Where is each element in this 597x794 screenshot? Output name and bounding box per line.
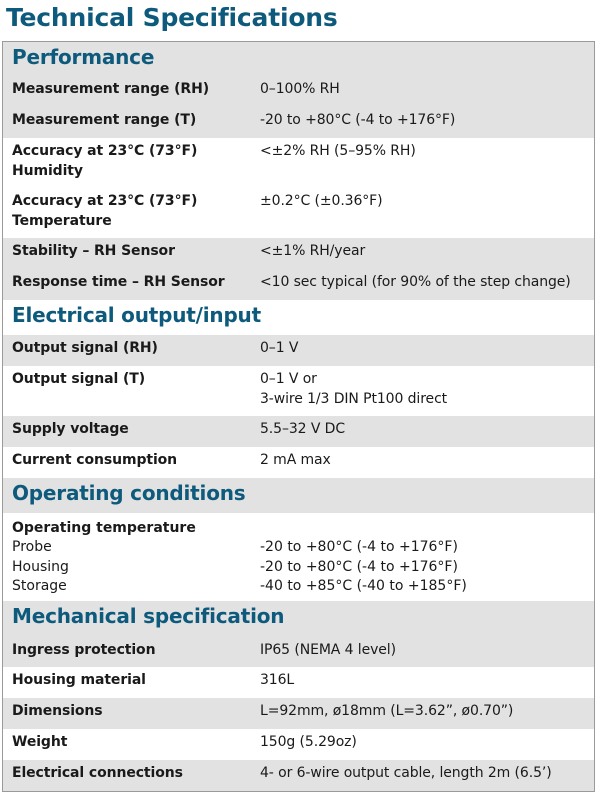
- section-title: Operating conditions: [12, 481, 246, 505]
- spec-row: [3, 760, 594, 791]
- spec-label: Output signal (RH): [12, 340, 158, 356]
- spec-label: Stability – RH Sensor: [12, 243, 175, 259]
- spec-label-line: Accuracy at 23°C (73°F): [12, 143, 198, 159]
- spec-sublabel: Housing: [12, 558, 69, 575]
- spec-value: 4- or 6-wire output cable, length 2m (6.5’): [260, 765, 552, 781]
- spec-label: Supply voltage: [12, 421, 129, 437]
- page-title: Technical Specifications: [6, 3, 338, 32]
- section-header-operating: [3, 478, 594, 513]
- spec-label: Measurement range (RH): [12, 81, 209, 97]
- section-header-performance: [3, 42, 594, 76]
- spec-label: Operating temperature: [12, 520, 196, 536]
- spec-row: [3, 729, 594, 760]
- spec-label: [12, 142, 197, 181]
- spec-row: [3, 188, 594, 238]
- spec-row: [3, 667, 594, 698]
- spec-value: 316L: [260, 672, 295, 688]
- spec-value-line: 3-wire 1/3 DIN Pt100 direct: [260, 390, 448, 407]
- spec-value-line: 0–1 V or: [260, 371, 317, 387]
- operating-temperature-block: [3, 513, 594, 601]
- spec-row: [3, 107, 594, 138]
- spec-value: ±0.2°C (±0.36°F): [260, 193, 383, 209]
- spec-label: Housing material: [12, 672, 146, 688]
- spec-sublabel: Storage: [12, 578, 67, 594]
- spec-label: Response time – RH Sensor: [12, 274, 225, 290]
- spec-value: -20 to +80°C (-4 to +176°F): [260, 112, 456, 128]
- spec-label-line: Temperature: [12, 212, 112, 229]
- spec-row: [3, 269, 594, 300]
- spec-label: [12, 192, 197, 231]
- spec-row: [3, 238, 594, 269]
- spec-label: Measurement range (T): [12, 112, 197, 128]
- spec-label: Ingress protection: [12, 642, 156, 658]
- spec-row: [3, 416, 594, 447]
- spec-row: [3, 138, 594, 188]
- spec-sublabel: Probe: [12, 539, 52, 555]
- section-title: Mechanical specification: [12, 604, 285, 628]
- spec-value: 0–1 V: [260, 340, 299, 356]
- spec-table: [2, 41, 595, 792]
- spec-label: Electrical connections: [12, 765, 183, 781]
- section-title: Performance: [12, 45, 155, 69]
- spec-label-line: Humidity: [12, 162, 83, 179]
- section-header-mechanical: [3, 601, 594, 637]
- section-header-electrical: [3, 300, 594, 335]
- spec-value: -20 to +80°C (-4 to +176°F): [260, 539, 458, 555]
- spec-label: Weight: [12, 734, 68, 750]
- spec-value: 150g (5.29oz): [260, 734, 357, 750]
- section-title: Electrical output/input: [12, 303, 261, 327]
- spec-value: <±2% RH (5–95% RH): [260, 143, 416, 159]
- spec-label: Dimensions: [12, 703, 103, 719]
- spec-row: [3, 366, 594, 416]
- spec-value: 2 mA max: [260, 452, 331, 468]
- spec-value: -20 to +80°C (-4 to +176°F): [260, 558, 458, 575]
- spec-value: <±1% RH/year: [260, 243, 366, 259]
- spec-value: L=92mm, ø18mm (L=3.62”, ø0.70”): [260, 703, 514, 719]
- spec-value: <10 sec typical (for 90% of the step change): [260, 274, 571, 290]
- spec-value: [260, 370, 447, 409]
- spec-row: [3, 637, 594, 667]
- spec-label: Output signal (T): [12, 371, 146, 387]
- spec-label-line: Accuracy at 23°C (73°F): [12, 193, 198, 209]
- spec-value: -40 to +85°C (-40 to +185°F): [260, 578, 467, 594]
- spec-row: [3, 447, 594, 478]
- spec-value: 0–100% RH: [260, 81, 340, 97]
- spec-label: Current consumption: [12, 452, 178, 468]
- spec-value: IP65 (NEMA 4 level): [260, 642, 396, 658]
- spec-value: 5.5–32 V DC: [260, 421, 346, 437]
- spec-row: [3, 698, 594, 729]
- spec-row: [3, 335, 594, 366]
- spec-row: [3, 76, 594, 107]
